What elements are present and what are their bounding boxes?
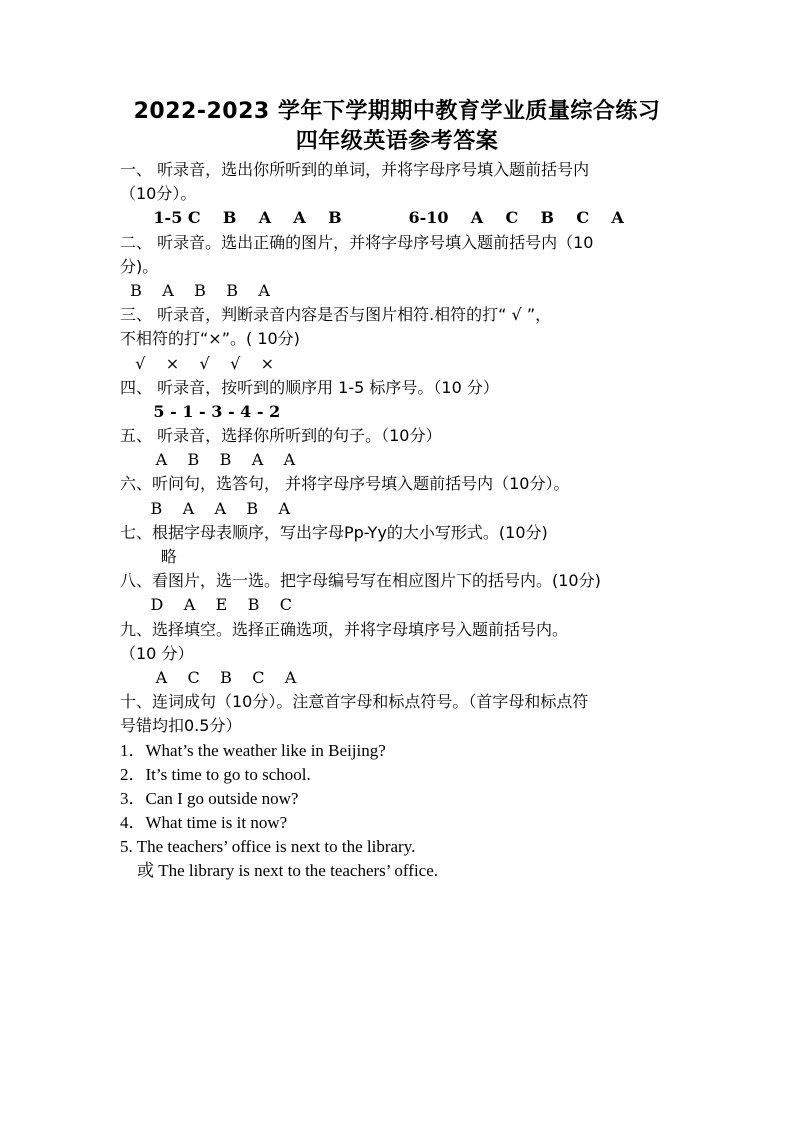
section-3-question: 三、 听录音，判断录音内容是否与图片相符.相符的打“ √ ”， [120, 305, 552, 325]
section-10-question-cont: 号错均扣0.5分） [120, 716, 242, 736]
sentence-1: 1．What’s the weather like in Beijing? [120, 740, 386, 760]
answer-content [120, 158, 720, 884]
section-1-question: 一、 听录音，选出你所听到的单词，并将字母序号填入题前括号内 [120, 160, 590, 179]
section-9-question: 九、选择填空。选择正确选项，并将字母填序号入题前括号内。 [120, 619, 569, 639]
sentence-3: 3．Can I go outside now? [120, 788, 299, 808]
section-5-answer: A B B A A [120, 450, 296, 470]
section-9-answer: A C B C A [120, 667, 297, 687]
sentence-4: 4．What time is it now? [120, 813, 288, 833]
section-1-question-cont: （10分）。 [120, 184, 197, 204]
section-2-question: 二、 听录音。选出正确的图片，并将字母序号填入题前括号内（10 [120, 232, 594, 252]
sentence-2: 2．It’s time to go to school. [120, 764, 311, 784]
section-7-answer: 略 [120, 547, 177, 566]
section-3-answer: √ × √ √ × [120, 353, 275, 373]
section-2-question-cont: 分)。 [120, 256, 159, 276]
sentence-5-alternative: 或 The library is next to the teachers’ office. [120, 861, 439, 881]
section-8-answer: D A E B C [120, 595, 292, 615]
section-5-question: 五、 听录音，选择你所听到的句子。（10分） [120, 426, 442, 446]
document-subtitle: 四年级英语参考答案 [295, 129, 499, 154]
section-4-answer: 5 - 1 - 3 - 4 - 2 [120, 401, 281, 421]
section-3-question-cont: 不相符的打“×”。( 10分) [120, 329, 300, 349]
section-6-answer: B A A B A [120, 498, 291, 518]
section-9-question-cont: （10 分） [120, 643, 194, 663]
section-8-question: 八、看图片，选一选。把字母编号写在相应图片下的括号内。(10分) [120, 571, 601, 591]
section-7-question: 七、根据字母表顺序，写出字母Pp-Yy的大小写形式。(10分) [120, 522, 548, 542]
sentence-5: 5. The teachers’ office is next to the library. [120, 837, 416, 857]
section-1-answer: 1-5 C B A A B 6-10 A C B C A [120, 208, 624, 228]
section-4-question: 四、 听录音，按听到的顺序用 1-5 标序号。（10 分） [120, 377, 499, 397]
document-title: 2022-2023 学年下学期期中教育学业质量综合练习 [133, 99, 661, 124]
section-6-question: 六、听问句，选答句， 并将字母序号填入题前括号内（10分）。 [120, 474, 570, 494]
section-2-answer: B A B B A [120, 280, 270, 300]
section-10-question: 十、连词成句（10分）。注意首字母和标点符号。（首字母和标点符 [120, 692, 589, 712]
